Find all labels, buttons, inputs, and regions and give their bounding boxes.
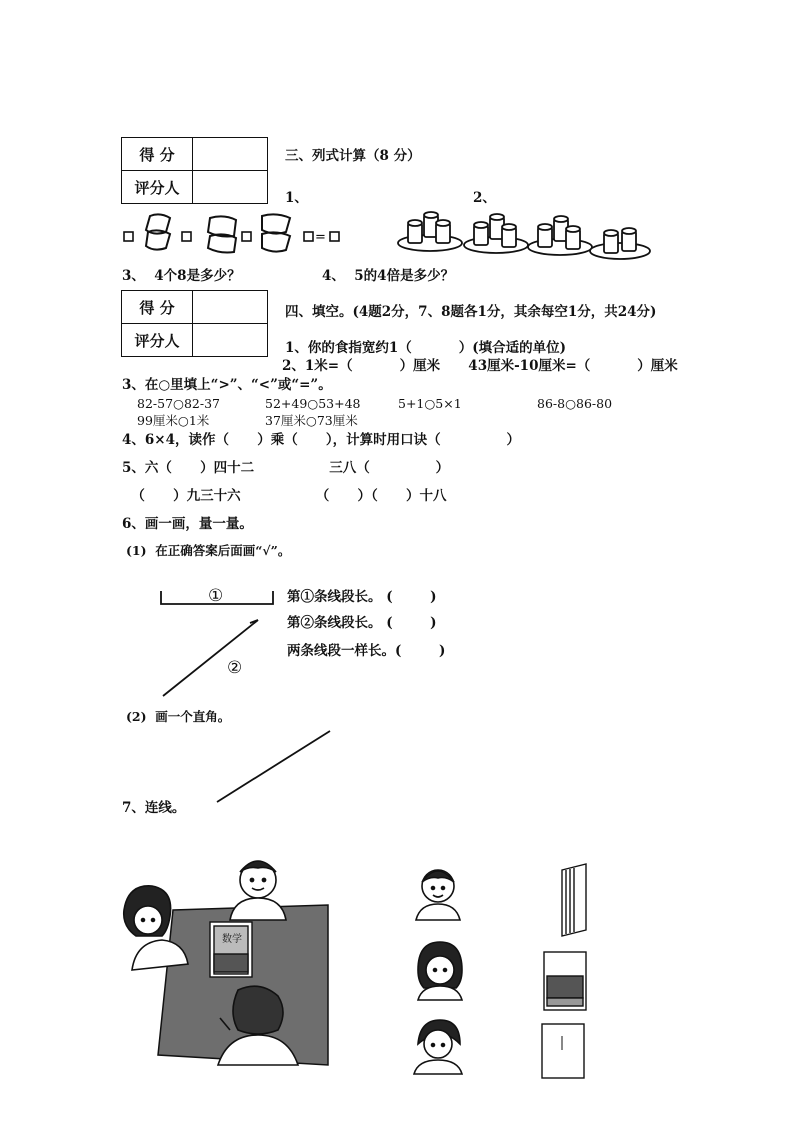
answer-box [304, 232, 313, 241]
section4-q5-line1: 5、六（ ）四十二 三八（ ） [122, 460, 450, 476]
compare-item: 99厘米○1米 [137, 413, 210, 428]
answer-box [330, 232, 339, 241]
section4-q6-sub2: (2) 画一个直角。 [126, 709, 231, 724]
section4-q7: 7、连线。 [122, 800, 186, 816]
boy-figure [230, 861, 286, 920]
svg-text:=: = [315, 230, 326, 245]
grader-box[interactable] [193, 171, 268, 204]
socks-picture [122, 210, 342, 260]
grader-box[interactable] [193, 324, 268, 357]
right-angle-line[interactable] [215, 729, 333, 804]
book-cover-icon[interactable] [542, 950, 588, 1012]
answer-box [182, 232, 191, 241]
segment-2-label: ② [227, 658, 243, 678]
sock-shape [262, 214, 290, 233]
compare-item: 52+49○53+48 [265, 396, 361, 411]
score-table-2 [121, 290, 268, 357]
section3-q1-num: 1、 [285, 190, 308, 206]
score-box[interactable] [193, 291, 268, 324]
book-side-icon[interactable] [558, 862, 592, 937]
section3-q4: 4、 5的4倍是多少？ [322, 268, 455, 284]
sock-shape [262, 232, 290, 251]
score-box[interactable] [193, 138, 268, 171]
option-segment-1-longer[interactable]: 第①条线段长。 ( ) [287, 589, 437, 605]
kid-girl2-icon[interactable] [410, 1018, 465, 1076]
grader-label: 评分人 [122, 324, 193, 357]
answer-box [124, 232, 133, 241]
compare-item: 86-8○86-80 [537, 396, 613, 411]
option-same-length[interactable]: 两条线段一样长。( ) [287, 643, 446, 659]
cups-picture [398, 205, 658, 265]
segment-2 [163, 620, 258, 696]
children-desk-scene [118, 850, 368, 1075]
option-segment-2-longer[interactable]: 第②条线段长。 ( ) [287, 615, 437, 631]
book-back-icon[interactable] [540, 1022, 586, 1080]
section3-title: 三、列式计算（8 分） [285, 148, 421, 164]
compare-item: 82-57○82-37 [137, 396, 220, 411]
score-label: 得 分 [122, 138, 193, 171]
kid-girl-icon[interactable] [412, 940, 467, 1002]
section4-q2: 2、1米=（ ）厘米 43厘米-10厘米=（ ）厘米 [282, 358, 678, 374]
compare-item: 37厘米○73厘米 [265, 413, 358, 428]
section4-q5-line2: （ ）九三十六 （ ）（ ）十八 [122, 488, 447, 504]
section3-q2-num: 2、 [473, 190, 496, 206]
section4-q6-title: 6、画一画，量一量。 [122, 516, 253, 532]
section4-title: 四、填空。(4题2分，7、8题各1分，其余每空1分，共24分) [285, 304, 657, 320]
segment-1-label: ① [208, 586, 224, 606]
section4-q6-sub1: (1) 在正确答案后面画“√”。 [126, 543, 291, 558]
section4-q4: 4、6×4，读作（ ）乘（ ），计算时用口诀（ ） [122, 432, 520, 448]
book-stack [210, 922, 252, 977]
score-label: 得 分 [122, 291, 193, 324]
score-table-1 [121, 137, 268, 204]
section3-q3: 3、 4个8是多少？ [122, 268, 241, 284]
kid-boy-icon[interactable] [412, 862, 467, 922]
section4-q1: 1、你的食指宽约1（ ）(填合适的单位) [285, 340, 567, 356]
book-title: 数学 [222, 934, 242, 945]
section4-q3-title: 3、在○里填上“>”、“<”或“=”。 [122, 377, 332, 393]
answer-box [242, 232, 251, 241]
grader-label: 评分人 [122, 171, 193, 204]
compare-item: 5+1○5×1 [398, 396, 462, 411]
